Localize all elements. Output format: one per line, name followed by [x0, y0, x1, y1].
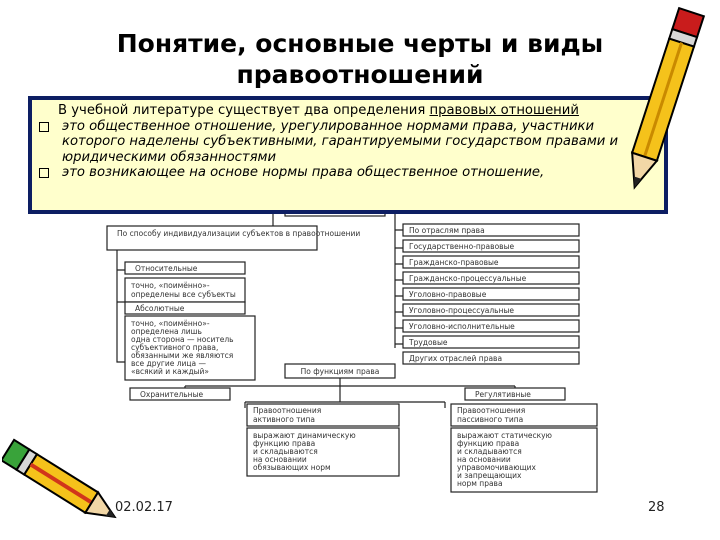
right-item-8: Других отраслей права [409, 354, 503, 363]
active-desc-4: на основании [253, 455, 307, 464]
left-header-label: По способу индивидуализации субъектов в правоотношении [117, 229, 361, 238]
bullet-2-text: это возникающее на основе нормы права общественное отношение, [62, 165, 545, 180]
active-desc-5: обязывающих норм [253, 463, 331, 472]
bullet-1-text: это общественное отношение, урегулированное нормами права, участники которого наделены субъективными, гарантируемыми государством правами и юридическими обязанностями [62, 118, 619, 165]
right-item-5: Уголовно-процессуальные [409, 306, 515, 315]
pencil-icon [608, 0, 720, 200]
function-label: По функциям права [300, 367, 380, 376]
active-desc-3: и складываются [253, 447, 318, 456]
slide-date: 02.02.17 [115, 500, 173, 515]
passive-title-2: пассивного типа [457, 415, 524, 424]
square-bullet-icon [39, 168, 49, 178]
active-title-1: Правоотношения [253, 406, 322, 415]
intro-paragraph [38, 103, 658, 119]
intro-text: В учебной литературе существует два определения [58, 103, 430, 118]
definition-bullet-1 [38, 119, 658, 166]
active-title-2: активного типа [253, 415, 315, 424]
intro-link[interactable]: правовых отношений [429, 103, 579, 118]
absolute-desc-7: «всякий и каждый» [131, 367, 210, 376]
passive-desc-2: функцию права [457, 439, 520, 448]
right-item-4: Уголовно-правовые [409, 290, 487, 299]
legal-relations-diagram [95, 196, 615, 504]
right-item-0: По отраслям права [409, 226, 485, 235]
definition-box [28, 96, 668, 214]
slide-page-number: 28 [648, 500, 665, 515]
absolute-desc-1: точно, «поимённо»- [131, 319, 210, 328]
slide-title: Понятие, основные черты и виды правоотношений [116, 29, 604, 89]
passive-desc-5: управомочивающих [457, 463, 536, 472]
absolute-desc-6: все другие лица — [131, 359, 206, 368]
absolute-desc-3: одна сторона — носитель [131, 335, 234, 344]
absolute-connector [117, 302, 125, 362]
relative-desc-2: определены все субъекты [131, 290, 236, 299]
right-item-6: Уголовно-исполнительные [409, 322, 515, 331]
absolute-desc-5: обязанными же являются [131, 351, 234, 360]
passive-desc-3: и складываются [457, 447, 522, 456]
definition-bullet-2 [38, 165, 658, 181]
passive-desc-7: норм права [457, 479, 503, 488]
protective-label: Охранительные [140, 390, 204, 399]
relative-desc-1: точно, «поимённо»- [131, 281, 210, 290]
right-item-2: Гражданско-правовые [409, 258, 499, 267]
passive-desc-6: и запрещающих [457, 471, 522, 480]
absolute-title: Абсолютные [135, 304, 185, 313]
right-item-7: Трудовые [409, 338, 448, 347]
absolute-desc-4: субъективного права, [131, 343, 219, 352]
right-item-1: Государственно-правовые [409, 242, 515, 251]
left-connectors [117, 250, 125, 302]
absolute-desc-2: определена лишь [131, 327, 202, 336]
pencil-icon [2, 428, 122, 540]
passive-desc-4: на основании [457, 455, 511, 464]
right-item-3: Гражданско-процессуальные [409, 274, 527, 283]
active-desc-1: выражают динамическую [253, 431, 356, 440]
regulatory-label: Регулятивные [475, 390, 531, 399]
passive-desc-1: выражают статическую [457, 431, 552, 440]
relative-title: Относительные [135, 264, 198, 273]
right-connectors [395, 226, 403, 348]
square-bullet-icon [39, 122, 49, 132]
active-desc-2: функцию права [253, 439, 316, 448]
passive-title-1: Правоотношения [457, 406, 526, 415]
